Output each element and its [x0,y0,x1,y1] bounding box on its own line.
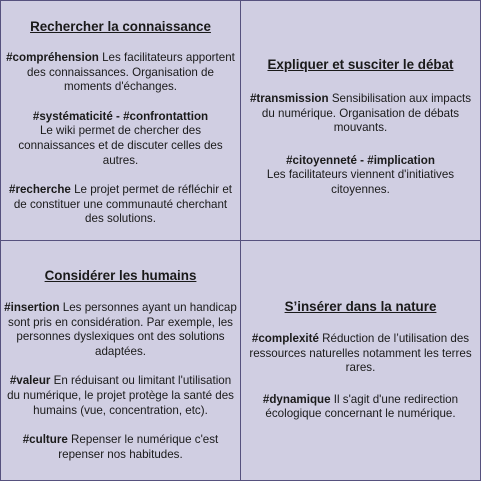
hashtag-label: #complexité [251,332,319,345]
hashtag-label: #insertion [4,301,60,314]
quadrant-paragraph [244,393,477,422]
quadrant-paragraph [4,183,237,227]
quadrant-title: Rechercher la connaissance [30,19,211,34]
paragraph-text: Il s'agit d'une redirection écologique concernant le numérique. [265,392,459,421]
paragraph-text: Les facilitateurs apportent des connaissances. Organisation de moments d'échanges. [27,51,235,94]
quadrant-paragraph [4,51,237,95]
quadrant-paragraph [244,154,477,198]
paragraph-text: Réduction de l’utilisation des ressources naturelles notamment les terres rares. [249,332,472,375]
paragraph-text: En réduisant ou limitant l'utilisation du numérique, le projet protège la santé des humains (vue, concentration, etc). [7,374,234,417]
hashtag-label: #transmission [249,92,329,105]
paragraph-text: Les facilitateurs viennent d'initiatives citoyennes. [266,168,455,196]
paragraph-text: Le projet permet de réfléchir et de constituer une communauté cherchant des solutions. [13,183,232,226]
quadrant-considerer-les-humains [0,240,241,481]
quadrant-paragraph [4,110,237,168]
quadrant-paragraph [244,92,477,136]
quadrant-rechercher-la-connaissance [0,0,241,241]
quadrant-title: S’insérer dans la nature [284,299,437,314]
quadrant-s-inserer-dans-la-nature [240,240,481,481]
hashtag-label: #dynamique [262,392,331,406]
quadrant-title: Expliquer et susciter le débat [267,57,454,72]
quadrant-paragraph [4,374,237,418]
paragraph-text: Le wiki permet de chercher des connaissances et de discuter celles des autres. [18,124,223,167]
hashtag-label: #citoyenneté - #implication [286,153,435,167]
paragraph-text: Les personnes ayant un handicap sont pris en considération. Par exemple, les personnes dyslexiques ont des solutions adaptées. [8,301,237,358]
hashtag-label: #valeur [9,374,51,388]
quadrant-paragraph [244,332,477,376]
hashtag-label: #systématicité - #confrontattion [32,109,209,123]
hashtag-label: #compréhension [6,51,99,64]
paragraph-text: Repenser le numérique c'est repenser nos habitudes. [58,433,219,461]
quadrant-paragraph [4,433,237,462]
hashtag-label: #recherche [9,183,71,197]
quadrant-expliquer-et-susciter-le-debat [240,0,481,241]
quadrant-paragraph [4,301,237,359]
paragraph-text: Sensibilisation aux impacts du numérique. Organisation de débats mouvants. [261,92,472,135]
quadrant-title: Considérer les humains [44,268,197,283]
hashtag-label: #culture [22,433,68,447]
